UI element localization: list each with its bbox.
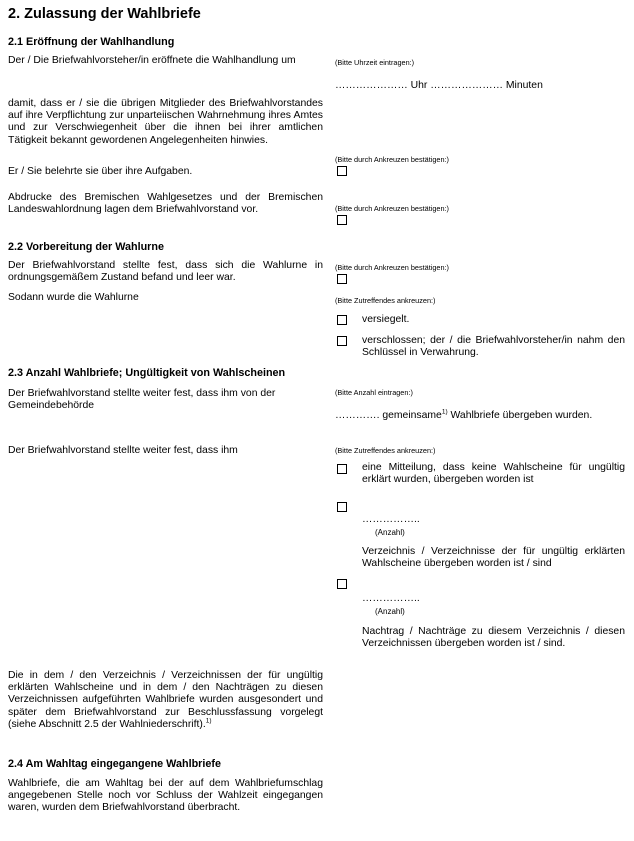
letters-count-text-a: gemeinsame bbox=[382, 410, 442, 421]
addendum-count-blank[interactable]: …………….. bbox=[362, 593, 420, 604]
checkbox-urn-state-confirm[interactable] bbox=[337, 274, 347, 284]
time-hours-blank: ………………… bbox=[335, 80, 408, 91]
hint-count: (Bitte Anzahl eintragen:) bbox=[335, 388, 413, 397]
letters-count-text-b: Wahlbriefe übergeben wurden. bbox=[450, 410, 593, 421]
hint-confirm-1: (Bitte durch Ankreuzen bestätigen:) bbox=[335, 155, 449, 164]
invalid-list-count-label: (Anzahl) bbox=[375, 528, 405, 537]
letters-count-blank: …………. bbox=[335, 410, 380, 421]
checkbox-urn-locked[interactable] bbox=[337, 336, 347, 346]
section-2-2-heading: 2.2 Vorbereitung der Wahlurne bbox=[8, 241, 164, 253]
footnote-marker: 1) bbox=[441, 408, 448, 416]
addendum-count-label: (Anzahl) bbox=[375, 607, 405, 616]
checkbox-urn-sealed[interactable] bbox=[337, 315, 347, 325]
section-2-1-text-instruction: Er / Sie belehrte sie über ihre Aufgaben. bbox=[8, 166, 193, 177]
checkbox-law-copies-confirm[interactable] bbox=[337, 215, 347, 225]
section-2-3-heading: 2.3 Anzahl Wahlbriefe; Ungültigkeit von Wahlscheinen bbox=[8, 367, 286, 379]
time-minutes-blank: ………………… bbox=[430, 80, 503, 91]
checkbox-invalid-list[interactable] bbox=[337, 502, 347, 512]
section-2-3-text-further: Der Briefwahlvorstand stellte weiter fest, dass ihm bbox=[8, 445, 238, 456]
footnote-marker-2: 1) bbox=[205, 717, 212, 725]
time-entry-line[interactable] bbox=[335, 80, 625, 92]
segregated-text: Die in dem / den Verzeichnis / Verzeichnissen der für ungültig erklärten Wahlscheine und in dem / den Nachträgen zu diesen Verzeichnissen aufgeführten Wahlbriefe wurden ausgesondert und später dem Briefwahlvorstand zur Beschlussfassung vorgelegt (siehe Abschnitt 2.5 der Wahlniederschrift). bbox=[8, 670, 323, 730]
invalid-list-count-blank[interactable]: …………….. bbox=[362, 514, 420, 525]
section-2-1-text-obligation: damit, dass er / sie die übrigen Mitglieder des Briefwahlvorstandes auf ihre Verpflichtung zur unparteiischen Wahrnehmung ihres Amtes und zur Verschwiegenheit über die ihnen bei ihrer amtlichen Tätigkeit bekannt gewordenen Angelegenheiten hinwies. bbox=[8, 98, 323, 146]
hint-confirm-2: (Bitte durch Ankreuzen bestätigen:) bbox=[335, 204, 449, 213]
option-addendum: Nachtrag / Nachträge zu diesem Verzeichnis / diesen Verzeichnissen übergeben worden ist / sind. bbox=[362, 626, 625, 650]
section-2-4-text: Wahlbriefe, die am Wahltag bei der auf dem Wahlbriefumschlag angegebenen Stelle noch vor Schluss der Wahlzeit eingegangen waren, wurden dem Briefwahlvorstand überbracht. bbox=[8, 778, 323, 814]
section-2-1-text-law-copies: Abdrucke des Bremischen Wahlgesetzes und der Bremischen Landeswahlordnung lagen dem Briefwahlvorstand vor. bbox=[8, 192, 323, 216]
section-2-2-text-urn-state: Der Briefwahlvorstand stellte fest, dass sich die Wahlurne in ordnungsgemäßem Zustand befand und leer war. bbox=[8, 260, 323, 284]
page-title: 2. Zulassung der Wahlbriefe bbox=[8, 6, 201, 22]
hint-choose-urn: (Bitte Zutreffendes ankreuzen:) bbox=[335, 296, 436, 305]
option-no-invalid-notice: eine Mitteilung, dass keine Wahlscheine für ungültig erklärt wurden, übergeben worden ist bbox=[362, 462, 625, 486]
time-uhr-label: Uhr bbox=[410, 80, 428, 91]
checkbox-instruction-confirm[interactable] bbox=[337, 166, 347, 176]
section-2-3-text-segregated bbox=[8, 670, 323, 731]
section-2-2-text-urn: Sodann wurde die Wahlurne bbox=[8, 292, 139, 303]
section-2-3-text-authority: Der Briefwahlvorstand stellte weiter fest, dass ihm von der Gemeindebehörde bbox=[8, 388, 276, 412]
option-invalid-list: Verzeichnis / Verzeichnisse der für ungültig erklärten Wahlscheine übergeben worden ist / sind bbox=[362, 546, 625, 570]
checkbox-addendum[interactable] bbox=[337, 579, 347, 589]
option-urn-locked: verschlossen; der / die Briefwahlvorsteher/in nahm den Schlüssel in Verwahrung. bbox=[362, 335, 625, 359]
hint-confirm-urn: (Bitte durch Ankreuzen bestätigen:) bbox=[335, 263, 449, 272]
section-2-1-heading: 2.1 Eröffnung der Wahlhandlung bbox=[8, 36, 175, 48]
section-2-4-heading: 2.4 Am Wahltag eingegangene Wahlbriefe bbox=[8, 758, 221, 770]
hint-time: (Bitte Uhrzeit eintragen:) bbox=[335, 58, 415, 67]
time-minuten-label: Minuten bbox=[505, 80, 543, 91]
hint-choose-notice: (Bitte Zutreffendes ankreuzen:) bbox=[335, 446, 436, 455]
checkbox-no-invalid-notice[interactable] bbox=[337, 464, 347, 474]
letters-count-line[interactable] bbox=[335, 410, 625, 422]
section-2-1-text-opening: Der / Die Briefwahlvorsteher/in eröffnete die Wahlhandlung um bbox=[8, 55, 296, 66]
option-urn-sealed: versiegelt. bbox=[362, 314, 410, 325]
